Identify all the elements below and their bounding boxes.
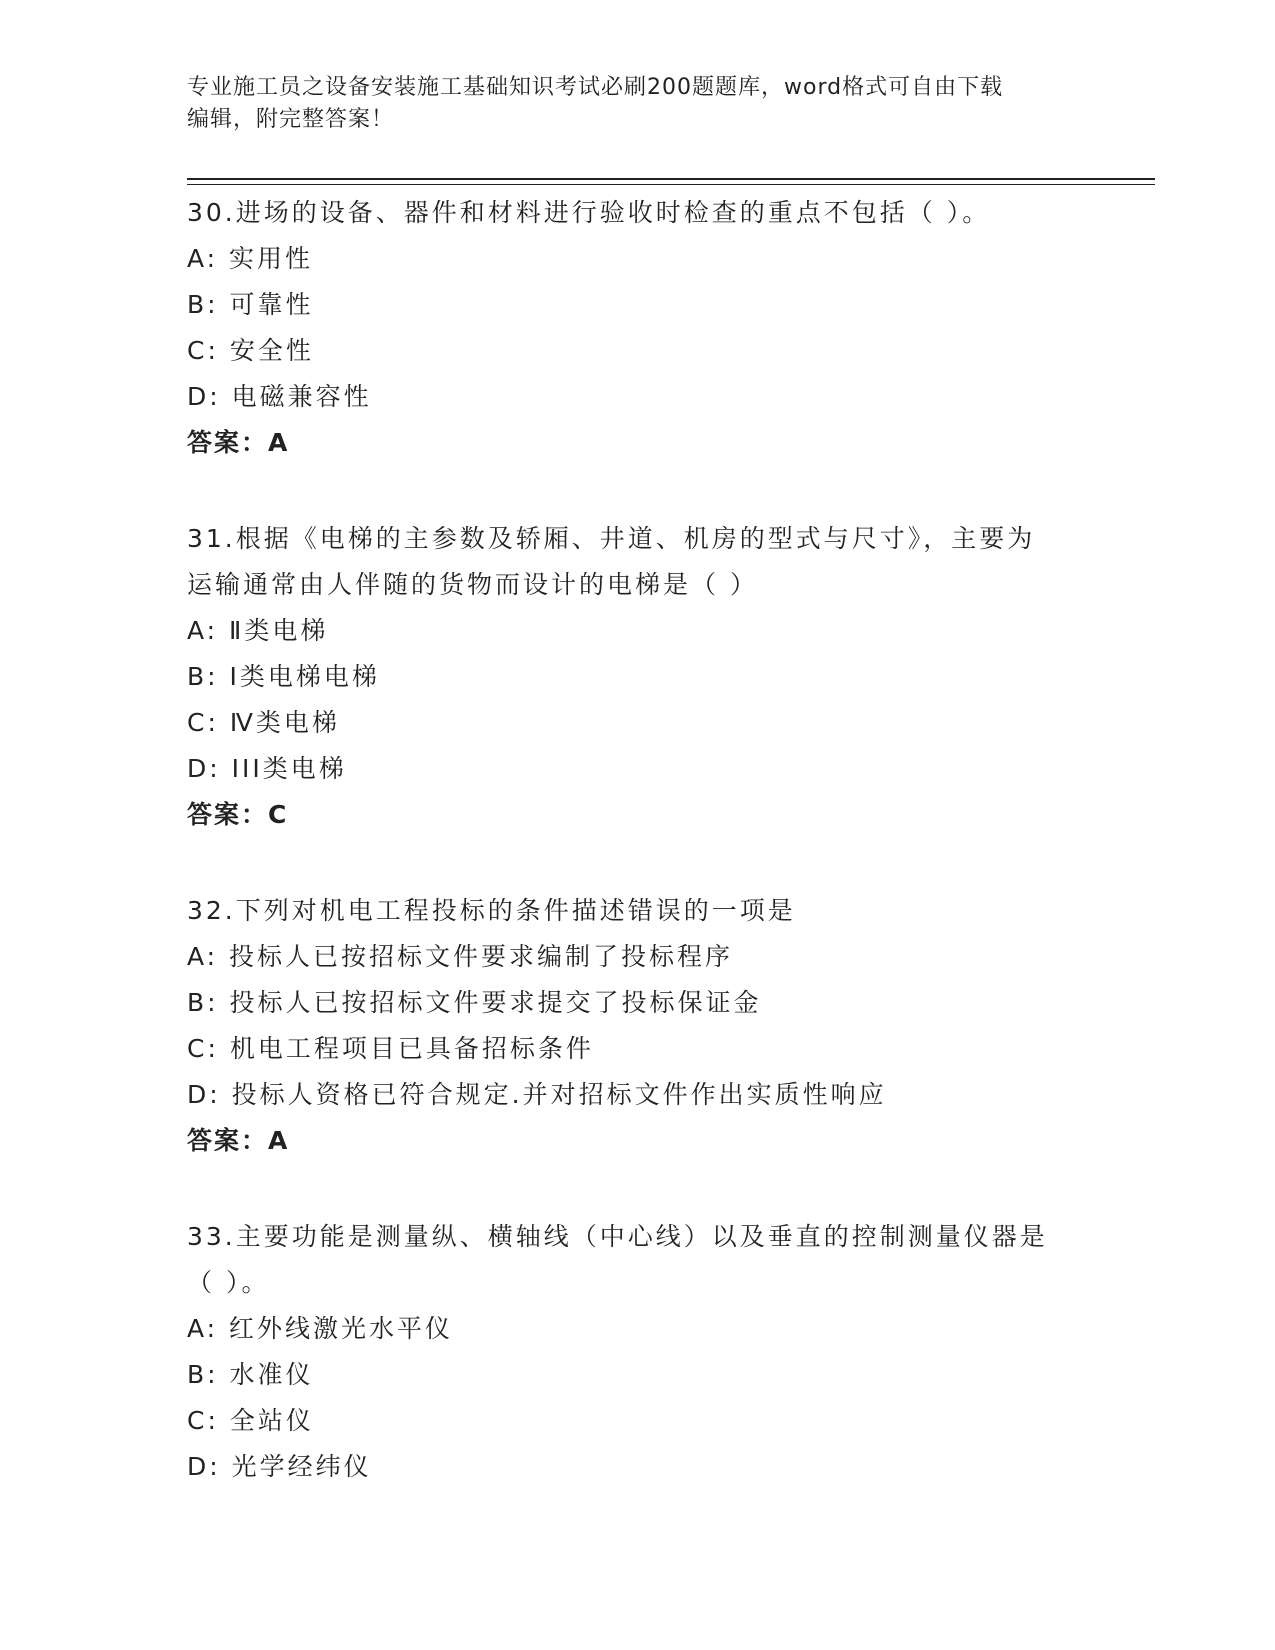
option-c: C: Ⅳ类电梯 — [187, 708, 340, 737]
option-b: B: Ⅰ类电梯电梯 — [187, 662, 380, 691]
question-stem: 33.主要功能是测量纵、横轴线（中心线）以及垂直的控制测量仪器是 — [187, 1222, 1048, 1251]
option-a: A: 红外线激光水平仪 — [187, 1314, 454, 1343]
option-d: D: 光学经纬仪 — [187, 1452, 372, 1481]
answer-label: 答案：A — [187, 428, 290, 457]
header-title-line-2: 编辑，附完整答案！ — [187, 107, 395, 132]
question-stem: 30.进场的设备、器件和材料进行验收时检查的重点不包括（ ）。 — [187, 198, 991, 227]
option-d: D: 投标人资格已符合规定.并对招标文件作出实质性响应 — [187, 1080, 887, 1109]
option-a: A: Ⅱ类电梯 — [187, 616, 329, 645]
option-c: C: 机电工程项目已具备招标条件 — [187, 1034, 594, 1063]
option-c: C: 安全性 — [187, 336, 314, 365]
question-list — [187, 190, 1107, 1490]
header-divider-secondary — [187, 184, 1155, 185]
option-a: A: 实用性 — [187, 244, 314, 273]
question-32 — [187, 888, 1107, 1164]
question-spacer — [187, 838, 1107, 888]
question-stem: 31.根据《电梯的主参数及轿厢、井道、机房的型式与尺寸》，主要为 — [187, 524, 1036, 553]
option-b: B: 投标人已按招标文件要求提交了投标保证金 — [187, 988, 762, 1017]
option-d: D: III类电梯 — [187, 754, 347, 783]
option-d: D: 电磁兼容性 — [187, 382, 372, 411]
header-divider — [187, 178, 1155, 180]
option-b: B: 可靠性 — [187, 290, 314, 319]
option-c: C: 全站仪 — [187, 1406, 314, 1435]
question-31 — [187, 516, 1107, 838]
option-a: A: 投标人已按招标文件要求编制了投标程序 — [187, 942, 734, 971]
question-spacer — [187, 1164, 1107, 1214]
document-header — [187, 72, 1087, 136]
answer-label: 答案：A — [187, 1126, 290, 1155]
question-stem-continued: 运输通常由人伴随的货物而设计的电梯是（ ） — [187, 570, 758, 599]
question-stem: 32.下列对机电工程投标的条件描述错误的一项是 — [187, 896, 796, 925]
option-b: B: 水准仪 — [187, 1360, 314, 1389]
question-spacer — [187, 466, 1107, 516]
question-30 — [187, 190, 1107, 466]
question-33 — [187, 1214, 1107, 1490]
answer-label: 答案：C — [187, 800, 289, 829]
header-title-line-1: 专业施工员之设备安装施工基础知识考试必刷200题题库，word格式可自由下载 — [187, 75, 1004, 100]
question-stem-continued: （ ）。 — [187, 1268, 270, 1297]
